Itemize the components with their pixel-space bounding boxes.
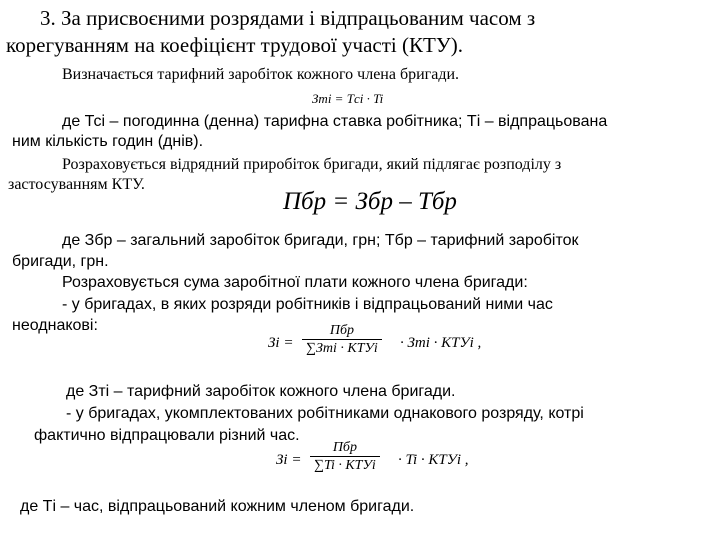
paragraph-tariff-earnings: Визначається тарифний заробіток кожного члена бригади. [62,66,460,83]
heading-line-2: корегуванням на коефіцієнт трудової участі (КТУ). [6,33,463,57]
paragraph-ti-definition: де Ті – час, відпрацьований кожним членом бригади. [20,498,415,515]
formula-4-fraction [310,440,380,474]
formula-3-lhs: Зi = [268,335,294,351]
paragraph-zbr-definition-line-2: бригади, грн. [12,253,109,270]
paragraph-case-different-line-2: неоднакові: [12,317,98,334]
paragraph-salary-sum: Розраховується сума заробітної плати кожного члена бригади: [62,274,528,291]
paragraph-zti-definition: де Зті – тарифний заробіток кожного члена бригади. [66,383,456,400]
paragraph-case-same-line-1: - у бригадах, укомплектованих робітниками однакового розряду, котрі [66,405,584,422]
formula-3-numerator: Пбр [329,323,354,338]
paragraph-case-same-line-2: фактично відпрацювали різний час. [34,427,300,444]
formula-3-rhs: · Зтi · КТУi , [400,335,482,351]
formula-4-numerator: Пбр [332,440,357,455]
formula-brigade-bonus: Пбр = Збр – Тбр [283,188,457,215]
paragraph-zbr-definition-line-1: де Збр – загальний заробіток бригади, грн; Тбр – тарифний заробіток [62,232,579,249]
formula-4-denominator: ∑Ti · КТУi [310,456,380,474]
formula-4-lhs: Зi = [276,452,302,468]
paragraph-tsi-definition-line-1: де Тсі – погодинна (денна) тарифна ставка робітника; Ті – відпрацьована [62,113,608,130]
paragraph-case-different-line-1: - у бригадах, в яких розряди робітників і відпрацьований ними час [62,296,553,313]
formula-3-denominator: ∑Зтi · КТУi [302,339,382,357]
formula-4-rhs: · Ti · КТУi , [398,452,469,468]
heading-line-1: 3. За присвоєними розрядами і відпрацьованим часом з [40,6,536,30]
paragraph-piecework-line-1: Розраховується відрядний приробіток бригади, який підлягає розподілу з [62,156,562,173]
formula-3-fraction [302,323,382,357]
paragraph-tsi-definition-line-2: ним кількість годин (днів). [12,133,204,150]
formula-tariff-earnings: Зтi = Tсi · Ti [312,91,384,106]
paragraph-piecework-line-2: застосуванням КТУ. [8,176,145,193]
